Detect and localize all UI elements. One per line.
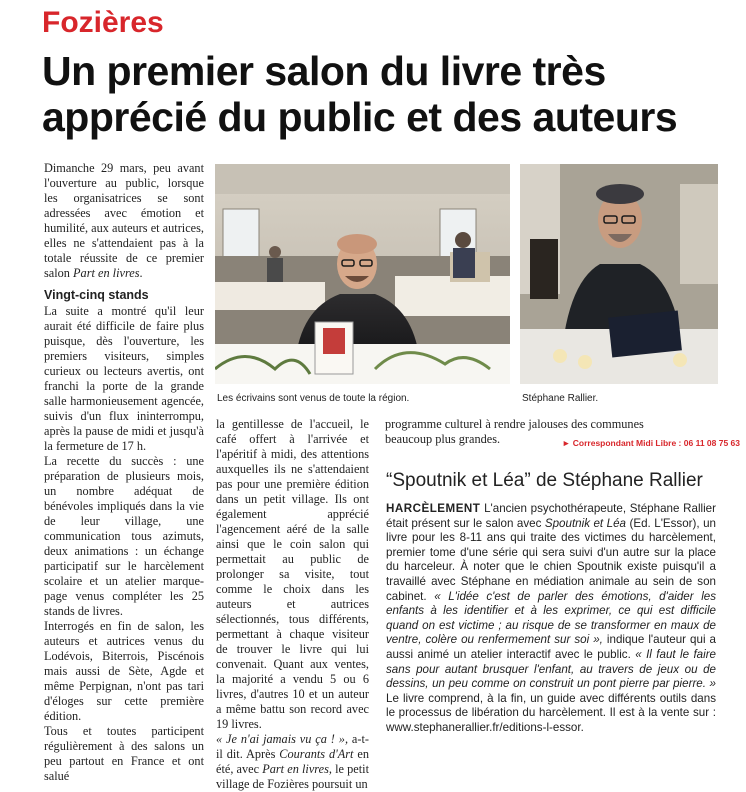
paragraph: « Je n'ai jamais vu ça ! », a-t-il dit. Après Courants d'Art en été, avec Part en livres, le petit village de Fozières poursuit un <box>216 732 369 791</box>
paragraph: programme culturel à rendre jalouses des communes beaucoup plus grandes. <box>385 417 644 446</box>
article-column-2 <box>216 417 369 792</box>
correspondent-credit: ► Correspondant Midi Libre : 06 11 08 75 63 <box>562 438 740 448</box>
paragraph: La suite a montré qu'il leur aurait été difficile de faire plus puisque, dès l'ouverture, les premiers visiteurs, simples curieux ou lecteurs avertis, ont franchi la porte de la grande salle harmonieusement agencée, suivis d'un flux ininterrompu, après la pause de midi et jusqu'à la fermeture de 17 h. <box>44 304 204 453</box>
book-box-body: HARCÈLEMENT L'ancien psychothérapeute, Stéphane Rallier était présent sur le salon avec Spoutnik et Léa (Ed. L'Essor), un livre pour les 8-11 ans qui traite des victimes du harcèlement, premier tome d'une série qui sera suivi d'un autre sur la place du harceleur. À noter que le chien Spoutnik existe puisqu'il a travaillé avec Stéphane en médiation animale au sein de son cabinet. « L'idée c'est de parler des émotions, d'aider les enfants à les identifier et à les exprimer, ce qui est difficile quand on est victime ; au risque de se transformer en maux de ventre, colère ou renfermement sur soi », indique l'auteur qui a aussi animé un atelier interactif avec le public. « Il faut le faire sans pour autant brusquer l'enfant, au travers de jeux ou de dessins, un peu comme on construit un pont pierre par pierre. » Le livre comprend, à la fin, un guide avec différents outils dans le processus de libération du harcèlement. Il est à la vente sur : www.stephanerallier.fr/editions-l-essor. <box>386 502 717 734</box>
paragraph: Interrogés en fin de salon, les auteurs et autrices venus du Lodévois, Biterrois, Piscénois mais aussi de Sète, Agde et même Perpignan, n'ont pas tari d'éloges sur cette première édition. <box>44 619 204 723</box>
paragraph: la gentillesse de l'accueil, le café offert à l'arrivée et l'apéritif à midi, des attentions auxquelles ils ne s'attendaient pas pour une première édition dans un petit village. Ils ont également apprécié l'agencement aéré de la salle ainsi que le coin salon qui permettait au public de prolonger sa visite, tout comme le choix dans les auteurs et autrices sélectionnés, tous différents, permettant à chaque visiteur de trouver le livre qui lui convenait. Quant aux ventes, la majorité a vendu 5 ou 6 livres, d'autres 10 et un auteur a même battu son record avec 19 livres. <box>216 417 369 731</box>
paragraph: Tous et toutes participent régulièrement à des salons un peu partout en France et ont salué <box>44 724 204 783</box>
book-box-title: “Spoutnik et Léa” de Stéphane Rallier <box>386 470 703 491</box>
book-box-lead: HARCÈLEMENT <box>386 502 481 515</box>
photo-caption: Stéphane Rallier. <box>522 393 599 404</box>
article-column-1 <box>44 161 204 784</box>
subhead: Vingt-cinq stands <box>44 288 149 302</box>
kicker-location: Fozières <box>42 6 164 39</box>
paragraph-intro: Dimanche 29 mars, peu avant l'ouverture au public, lorsque les organisatrices se sont adressées avec émotion et humilité, aux auteurs et autrices, elles ne s'attendaient pas à la totale réussite de ce premier salon Part en livres. <box>44 161 204 280</box>
paragraph: La recette du succès : une préparation de plusieurs mois, un nombre adéquat de bénévoles impliqués dans la vie de leur village, une communication tous azimuts, deux animations : un échange participatif sur le harcèlement scolaire et un atelier marque-page venus compléter les 25 stands de livres. <box>44 454 204 618</box>
photo-caption: Les écrivains sont venus de toute la région. <box>217 393 410 404</box>
photo-author <box>520 164 718 384</box>
photo-salon <box>215 164 510 384</box>
headline: Un premier salon du livre très apprécié du public et des auteurs <box>42 48 678 140</box>
